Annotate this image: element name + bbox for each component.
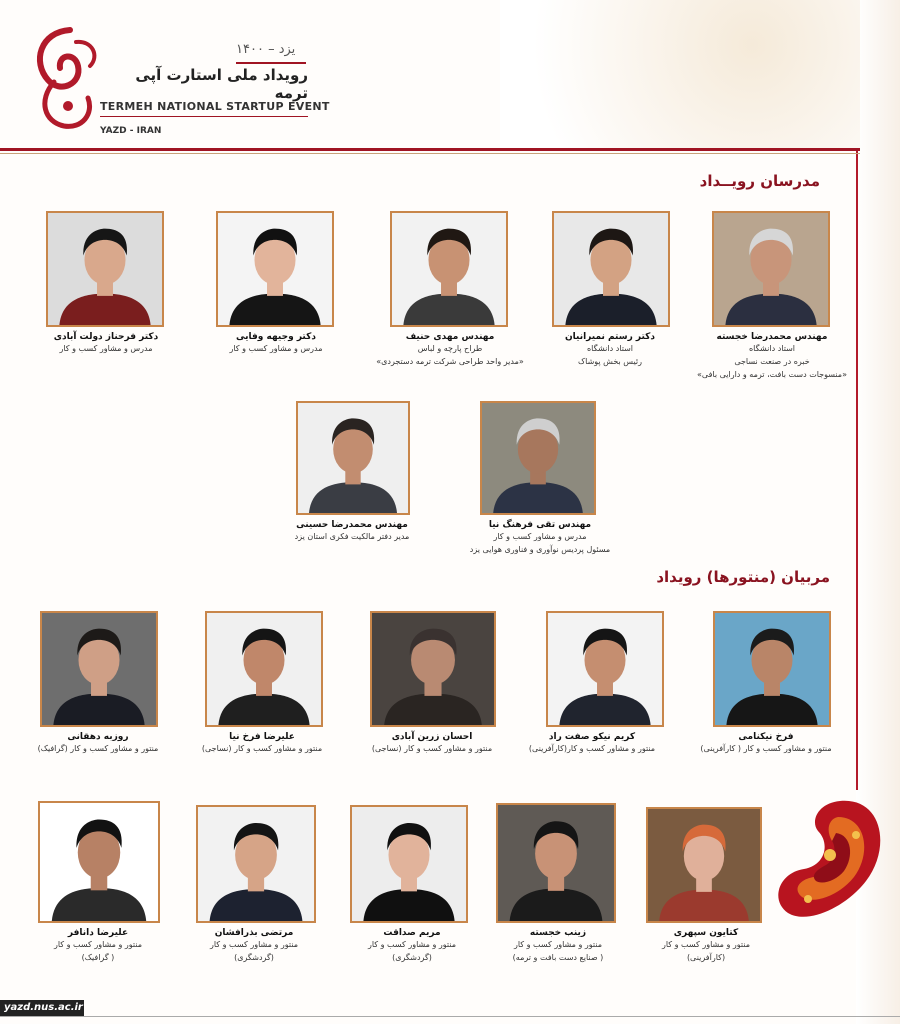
mentor-card	[205, 611, 323, 727]
mentor-text	[0, 727, 218, 755]
mentor-photo	[496, 803, 616, 923]
instructor-photo	[216, 211, 334, 327]
mentor-description: منتور و مشاور کسب و کار (گرافیک)	[37, 744, 159, 753]
instructor-description: طراح پارچه و لباس	[417, 344, 483, 353]
mentor-description: منتور و مشاور کسب و کار(کارآفرینی)	[528, 744, 656, 753]
instructor-name: مهندس مهدی حنیف	[405, 332, 495, 342]
mentor-card	[370, 611, 496, 727]
mentor-photo	[646, 807, 762, 923]
mentor-description: (گردشگری)	[392, 953, 432, 962]
header-divider-thin	[0, 153, 860, 154]
footer-line	[0, 1016, 900, 1017]
title-bar	[236, 62, 306, 64]
header-ornament	[500, 0, 860, 150]
instructor-description: مدیر دفتر مالکیت فکری استان یزد	[294, 532, 410, 541]
mentor-name: زینب خجسته	[529, 928, 587, 938]
mentor-card	[350, 805, 468, 923]
mentor-description: منتور و مشاور کسب و کار ( کارآفرینی)	[700, 744, 832, 753]
instructor-description: «مدیر واحد طراحی شرکت ترمه دستجردی»	[376, 357, 524, 366]
section-title-mentors: مربیان (منتورها) رویداد	[656, 568, 830, 586]
right-border-line	[856, 150, 858, 790]
instructor-card	[390, 211, 508, 327]
instructor-description: استاد دانشگاه	[748, 344, 796, 353]
mentor-name: مریم صداقت	[383, 928, 441, 938]
instructor-description: مسئول پردیس نوآوری و فناوری هوایی یزد	[469, 545, 611, 554]
instructor-photo	[46, 211, 164, 327]
mentor-card	[546, 611, 664, 727]
instructor-name: مهندس تقی فرهنگ نیا	[488, 520, 592, 530]
termeh-logo	[30, 22, 102, 132]
mentor-description: منتور و مشاور کسب و کار	[367, 940, 457, 949]
mentor-name: کتایون سپهری	[673, 928, 739, 938]
mentor-name: فرخ نیکنامی	[738, 732, 794, 742]
instructor-description: مدرس و مشاور کسب و کار	[59, 344, 153, 353]
mentor-description: منتور و مشاور کسب و کار	[513, 940, 603, 949]
mentor-description: (کارآفرینی)	[686, 953, 726, 962]
header	[0, 0, 860, 150]
paisley-ornament	[770, 795, 890, 930]
instructor-text	[0, 327, 226, 355]
mentor-card	[496, 803, 616, 923]
mentor-description: (گردشگری)	[234, 953, 274, 962]
mentor-photo	[370, 611, 496, 727]
mentor-card	[40, 611, 158, 727]
mentor-card	[713, 611, 831, 727]
mentor-text	[0, 923, 218, 964]
instructor-photo	[390, 211, 508, 327]
instructor-card	[296, 401, 410, 515]
instructor-photo	[552, 211, 670, 327]
instructor-description: خبره در صنعت نساجی	[734, 357, 810, 366]
mentor-description: منتور و مشاور کسب و کار	[209, 940, 299, 949]
mentor-description: منتور و مشاور کسب و کار	[661, 940, 751, 949]
mentor-description: ( صنایع دست بافت و ترمه)	[512, 953, 604, 962]
mentor-name: علیرضا دانافر	[67, 928, 129, 938]
section-title-instructors: مدرسان رویــداد	[699, 172, 820, 190]
instructor-photo	[296, 401, 410, 515]
instructor-card	[46, 211, 164, 327]
mentor-photo	[713, 611, 831, 727]
instructor-photo	[480, 401, 596, 515]
instructor-name: دکتر رستم نمیرانیان	[564, 332, 656, 342]
event-date: یزد – ۱۴۰۰	[236, 42, 296, 57]
mentor-description: منتور و مشاور کسب و کار	[53, 940, 143, 949]
title-en-underline	[100, 116, 308, 117]
instructor-name: دکتر فرحناز دولت آبادی	[53, 332, 159, 342]
mentor-card	[196, 805, 316, 923]
mentor-name: کریم نیکو صفت راد	[548, 732, 636, 742]
instructor-text	[232, 515, 472, 543]
event-city: YAZD - IRAN	[100, 126, 162, 136]
event-title-en: TERMEH NATIONAL STARTUP EVENT	[100, 100, 330, 113]
mentor-photo	[546, 611, 664, 727]
instructor-description: مدرس و مشاور کسب و کار	[229, 344, 323, 353]
mentor-description: ( گرافیک)	[81, 953, 115, 962]
mentor-name: روزبه دهقانی	[67, 732, 129, 742]
header-divider	[0, 148, 860, 151]
mentor-card	[38, 801, 160, 923]
mentor-photo	[196, 805, 316, 923]
instructor-name: مهندس محمدرضا خجسته	[716, 332, 828, 342]
mentor-card	[646, 807, 762, 923]
instructor-card	[216, 211, 334, 327]
instructor-card	[712, 211, 830, 327]
instructor-name: مهندس محمدرضا حسینی	[296, 520, 408, 530]
instructor-description: مدرس و مشاور کسب و کار	[493, 532, 587, 541]
mentor-photo	[38, 801, 160, 923]
mentor-name: علیرضا فرخ نیا	[229, 732, 295, 742]
mentor-name: مرتضی بذرافشان	[214, 928, 294, 938]
mentor-name: احسان زرین آبادی	[391, 732, 473, 742]
instructor-name: دکتر وجیهه وفایی	[236, 332, 316, 342]
mentor-photo	[205, 611, 323, 727]
mentor-description: منتور و مشاور کسب و کار (نساجی)	[201, 744, 323, 753]
instructor-photo	[712, 211, 830, 327]
mentor-photo	[40, 611, 158, 727]
mentor-description: منتور و مشاور کسب و کار (نساجی)	[371, 744, 493, 753]
event-title-fa: رویداد ملی استارت آپی ترمه	[135, 66, 308, 102]
instructor-description: رئیس بخش پوشاک	[577, 357, 643, 366]
instructor-description: «منسوجات دست بافت، ترمه و دارایی بافی»	[697, 370, 847, 379]
instructor-card	[480, 401, 596, 515]
instructor-description: استاد دانشگاه	[586, 344, 634, 353]
site-url[interactable]: yazd.nus.ac.ir	[0, 1000, 84, 1016]
mentor-photo	[350, 805, 468, 923]
instructor-card	[552, 211, 670, 327]
